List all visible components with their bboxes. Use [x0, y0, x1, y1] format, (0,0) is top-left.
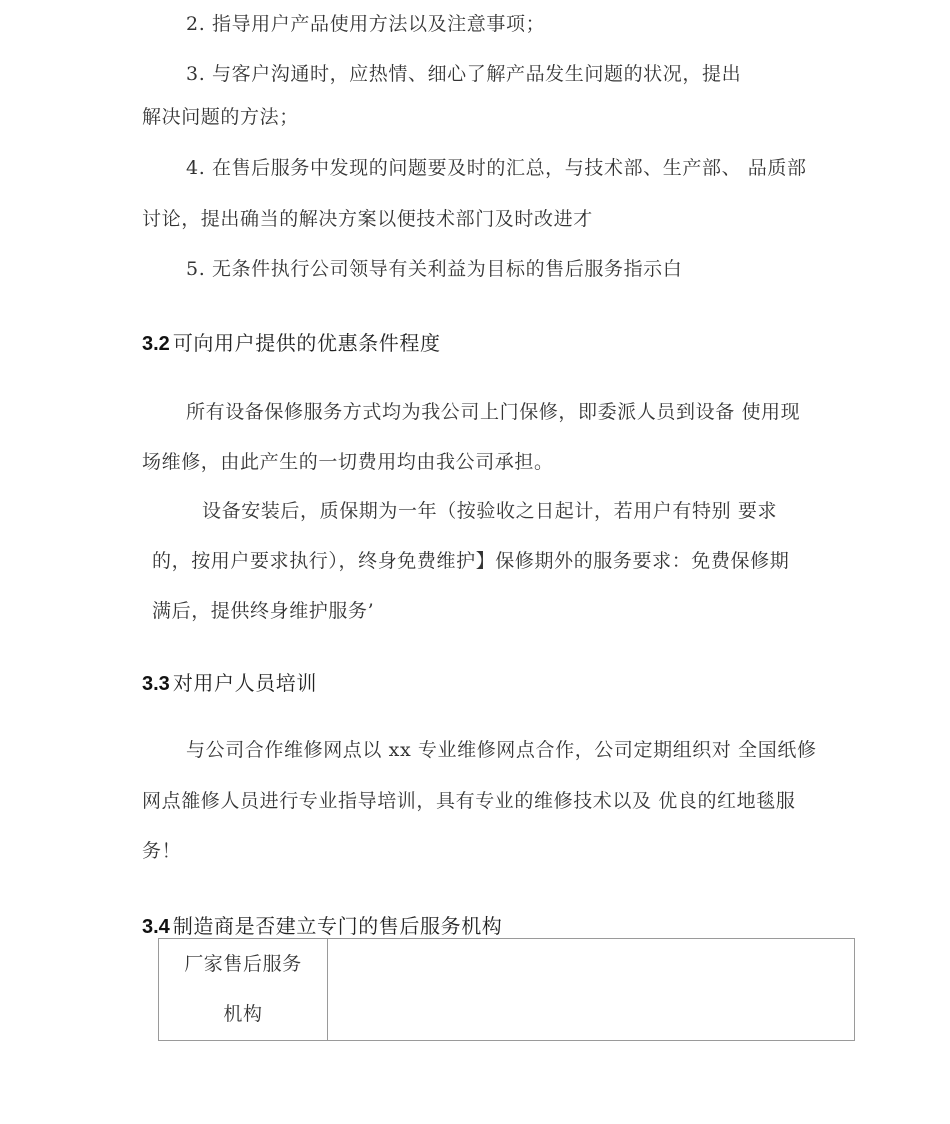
- section-number: 3.3: [142, 673, 170, 695]
- paragraph-line: 网点雒修人员进行专业指导培训，具有专业的维修技术以及 优良的红地毯服: [142, 790, 796, 812]
- paragraph-line: 场维修，由此产生的一切费用均由我公司承担。: [142, 451, 554, 473]
- section-number: 3.4: [142, 916, 170, 938]
- paragraph-line: 与公司合作维修网点以 xx 专业维修网点合作，公司定期组织对 全国纸修: [186, 739, 817, 761]
- section-heading-3-2: [142, 330, 441, 357]
- paragraph-line: 设备安装后，质保期为一年（按验收之日起计，若用户有特别 要求: [202, 500, 778, 522]
- paragraph-line: 务！: [142, 840, 182, 862]
- section-heading-3-4: [142, 913, 502, 940]
- table-label-line: 机构: [223, 1003, 263, 1025]
- list-item-5: 5. 无条件执行公司领导有关利益为目标的售后服务指示白: [186, 258, 683, 280]
- list-item-4-continued: 讨论，提出确当的解决方案以便技术部门及时改进才: [142, 208, 593, 230]
- paragraph-line: 所有设备保修服务方式均为我公司上门保修，即委派人员到设备 使用现: [186, 401, 801, 423]
- service-org-table: [158, 938, 855, 1041]
- section-title: 可向用户提供的优惠条件程度: [172, 331, 441, 355]
- section-title: 制造商是否建立专门的售后服务机构: [172, 914, 503, 938]
- table-label-line: 厂家售后服务: [184, 953, 302, 975]
- section-heading-3-3: [142, 670, 317, 697]
- section-number: 3.2: [142, 333, 170, 355]
- table-value-cell: [328, 939, 855, 1041]
- paragraph-line: 满后，提供终身维护服务’: [152, 600, 375, 622]
- list-item-2: 2. 指导用户产品使用方法以及注意事项；: [186, 13, 546, 35]
- paragraph-line: 的，按用户要求执行），终身免费维护】保修期外的服务要求：免费保修期: [152, 550, 790, 572]
- table-label-cell: [159, 939, 328, 1041]
- list-item-3: 3. 与客户沟通时，应热情、细心了解产品发生问题的状况，提出: [186, 63, 742, 85]
- section-title: 对用户人员培训: [172, 671, 318, 695]
- list-item-3-continued: 解决问题的方法；: [142, 106, 299, 128]
- list-item-4: 4. 在售后服务中发现的问题要及时的汇总，与技术部、生产部、 品质部: [186, 157, 807, 179]
